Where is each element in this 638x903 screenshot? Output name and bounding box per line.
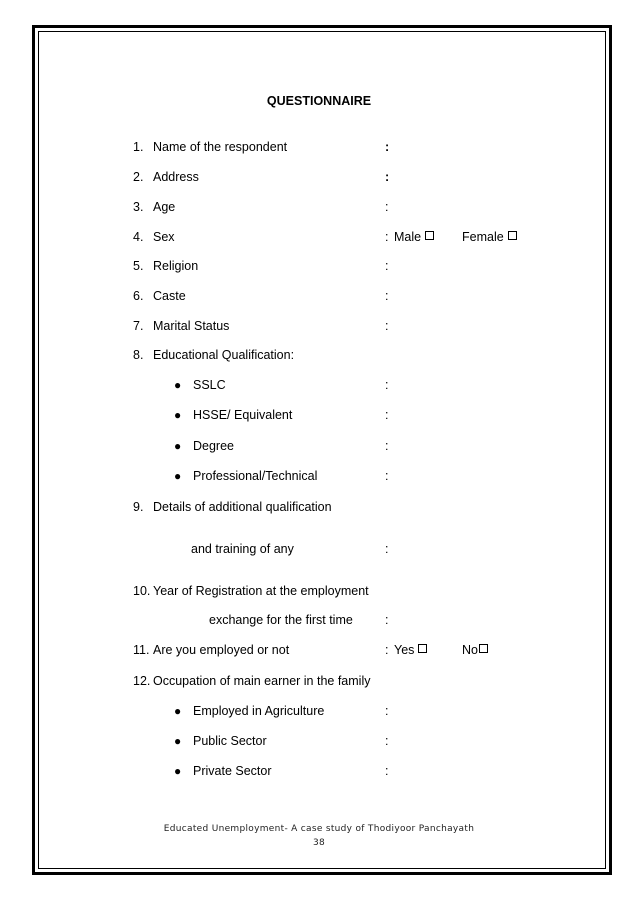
question-label-continuation: exchange for the first time [209,613,353,627]
answer-colon: : [385,170,390,184]
question-label-continuation: and training of any [191,542,294,556]
option-yes[interactable] [394,642,427,658]
bullet-icon: ● [174,469,182,483]
page-number: 38 [312,838,326,848]
answer-colon: : [385,378,389,392]
answer-colon: : [385,542,389,556]
question-label: Are you employed or not [153,643,290,657]
answer-colon: : [385,469,389,483]
question-label: Sex [153,230,175,244]
question-label: Year of Registration at the employment [153,584,369,598]
answer-colon: : [385,408,389,422]
option-label: HSSE/ Equivalent [193,408,293,422]
bullet-icon: ● [174,408,182,422]
option-label: Degree [193,439,234,453]
answer-colon: : [385,230,389,244]
question-label: Religion [153,259,199,273]
question-number: 3. [133,200,144,214]
bullet-icon: ● [174,439,182,453]
answer-colon: : [385,200,389,214]
question-number: 10. [133,584,151,598]
checkbox-icon[interactable] [425,231,434,240]
footer-text: Educated Unemployment- A case study of Thodiyoor Panchayath [163,824,475,834]
question-number: 9. [133,500,144,514]
question-number: 4. [133,230,144,244]
option-label: SSLC [193,378,226,392]
answer-colon: : [385,704,389,718]
question-number: 8. [133,348,144,362]
option-label: Private Sector [193,764,272,778]
option-female[interactable] [462,229,517,245]
question-label: Occupation of main earner in the family [153,674,371,688]
option-label: Employed in Agriculture [193,704,325,718]
answer-colon: : [385,289,389,303]
checkbox-icon[interactable] [508,231,517,240]
bullet-icon: ● [174,378,182,392]
question-number: 2. [133,170,144,184]
question-label: Caste [153,289,186,303]
option-label: Public Sector [193,734,267,748]
question-number: 1. [133,140,144,154]
checkbox-icon[interactable] [418,644,427,653]
option-male[interactable] [394,229,434,245]
bullet-icon: ● [174,764,182,778]
question-label: Name of the respondent [153,140,288,154]
question-label: Age [153,200,176,214]
answer-colon: : [385,319,389,333]
answer-colon: : [385,734,389,748]
question-number: 11. [133,643,150,657]
option-label: Male [394,230,422,244]
bullet-icon: ● [174,734,182,748]
answer-colon: : [385,439,389,453]
answer-colon: : [385,643,389,657]
bullet-icon: ● [174,704,182,718]
question-number: 6. [133,289,144,303]
question-label: Address [153,170,199,184]
option-no[interactable] [462,642,488,658]
page-border-inner [38,31,606,869]
option-label: No [462,643,478,657]
question-label: Marital Status [153,319,230,333]
question-label: Details of additional qualification [153,500,332,514]
option-label: Female [462,230,504,244]
page-title: QUESTIONNAIRE [266,94,372,108]
checkbox-icon[interactable] [479,644,488,653]
question-number: 7. [133,319,144,333]
question-number: 12. [133,674,151,688]
answer-colon: : [385,613,389,627]
question-number: 5. [133,259,144,273]
answer-colon: : [385,140,390,154]
answer-colon: : [385,259,389,273]
option-label: Professional/Technical [193,469,318,483]
answer-colon: : [385,764,389,778]
option-label: Yes [394,643,415,657]
question-label: Educational Qualification: [153,348,295,362]
